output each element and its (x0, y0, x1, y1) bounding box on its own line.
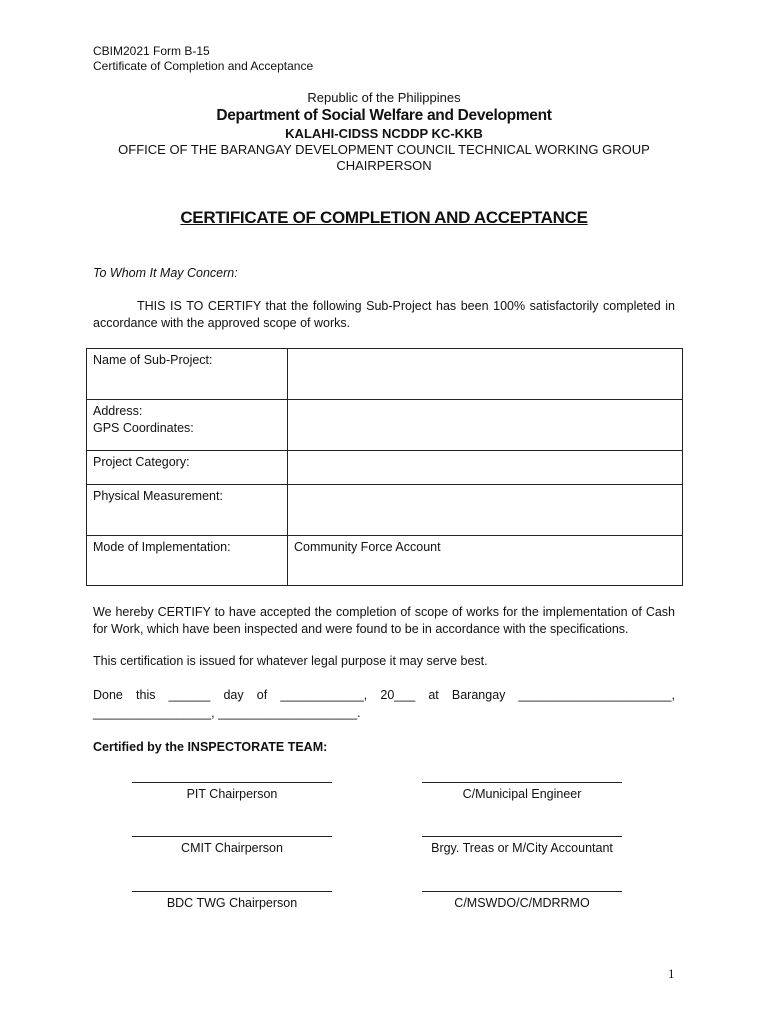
table-row (87, 485, 683, 536)
signature-line (132, 891, 332, 892)
table-row (87, 400, 683, 451)
certified-by-heading: Certified by the INSPECTORATE TEAM: (93, 740, 328, 754)
table-value[interactable] (288, 485, 683, 536)
form-code: CBIM2021 Form B-15 (93, 44, 210, 58)
day-blank[interactable]: ______ (168, 688, 211, 702)
table-label: Name of Sub-Project: (87, 349, 288, 400)
signature-block-cmit (132, 836, 332, 855)
signature-line (132, 782, 332, 783)
office-name-cont: CHAIRPERSON (336, 158, 432, 173)
table-row (87, 451, 683, 485)
signatory-title: C/MSWDO/C/MDRRMO (454, 896, 590, 910)
signature-block-treasurer (422, 836, 622, 855)
signatory-title: BDC TWG Chairperson (166, 896, 298, 910)
letterhead (0, 90, 768, 174)
signatory-title: PIT Chairperson (186, 787, 278, 801)
form-name: Certificate of Completion and Acceptance (93, 59, 314, 73)
done-word: Barangay (451, 688, 506, 702)
done-word: this (136, 688, 156, 702)
signature-line (422, 782, 622, 783)
signature-block-engineer (422, 782, 622, 801)
certify-text: THIS IS TO CERTIFY that the following Sub-Project has been 100% satisfactorily completed in accordance with the approved scope of works. (93, 299, 675, 330)
signatory-title: C/Municipal Engineer (462, 787, 582, 801)
program-name: KALAHI-CIDSS NCDDP KC-KKB (285, 126, 483, 141)
acceptance-paragraph: We hereby CERTIFY to have accepted the completion of scope of works for the implementation of Cash for Work, which have been inspected and were found to be in accordance with the specifications. (93, 605, 675, 636)
table-value[interactable] (288, 451, 683, 485)
certify-paragraph (93, 298, 675, 332)
month-blank[interactable]: ____________, (280, 688, 368, 702)
done-line (93, 688, 675, 702)
signature-line (422, 836, 622, 837)
table-value[interactable] (288, 400, 683, 451)
table-label: Mode of Implementation: (87, 536, 288, 586)
table-value[interactable]: Community Force Account (288, 536, 683, 586)
signature-block-pit (132, 782, 332, 801)
country-line: Republic of the Philippines (307, 90, 461, 105)
table-label: Physical Measurement: (87, 485, 288, 536)
done-word: at (428, 688, 439, 702)
purpose-paragraph: This certification is issued for whatever legal purpose it may serve best. (93, 654, 488, 668)
barangay-blank[interactable]: ______________________, (518, 688, 675, 702)
done-word: of (256, 688, 268, 702)
signature-block-mswdo (422, 891, 622, 910)
office-name: OFFICE OF THE BARANGAY DEVELOPMENT COUNCIL TECHNICAL WORKING GROUP (118, 142, 650, 157)
year-blank[interactable]: 20___ (380, 688, 416, 702)
location-blanks[interactable]: _________________, ____________________. (93, 706, 361, 720)
signatory-title: Brgy. Treas or M/City Accountant (431, 841, 613, 855)
table-row (87, 349, 683, 400)
done-word: Done (93, 688, 123, 702)
department-name: Department of Social Welfare and Development (216, 107, 552, 124)
signature-line (132, 836, 332, 837)
table-row (87, 536, 683, 586)
signature-block-bdc (132, 891, 332, 910)
page-number: 1 (668, 966, 675, 981)
salutation: To Whom It May Concern: (93, 266, 238, 280)
table-label: Address: GPS Coordinates: (87, 400, 288, 451)
signature-line (422, 891, 622, 892)
table-value[interactable] (288, 349, 683, 400)
done-word: day (223, 688, 244, 702)
form-meta (93, 44, 313, 74)
subproject-table (86, 348, 683, 586)
certificate-title: CERTIFICATE OF COMPLETION AND ACCEPTANCE (180, 208, 588, 227)
signatory-title: CMIT Chairperson (181, 841, 283, 855)
table-label: Project Category: (87, 451, 288, 485)
